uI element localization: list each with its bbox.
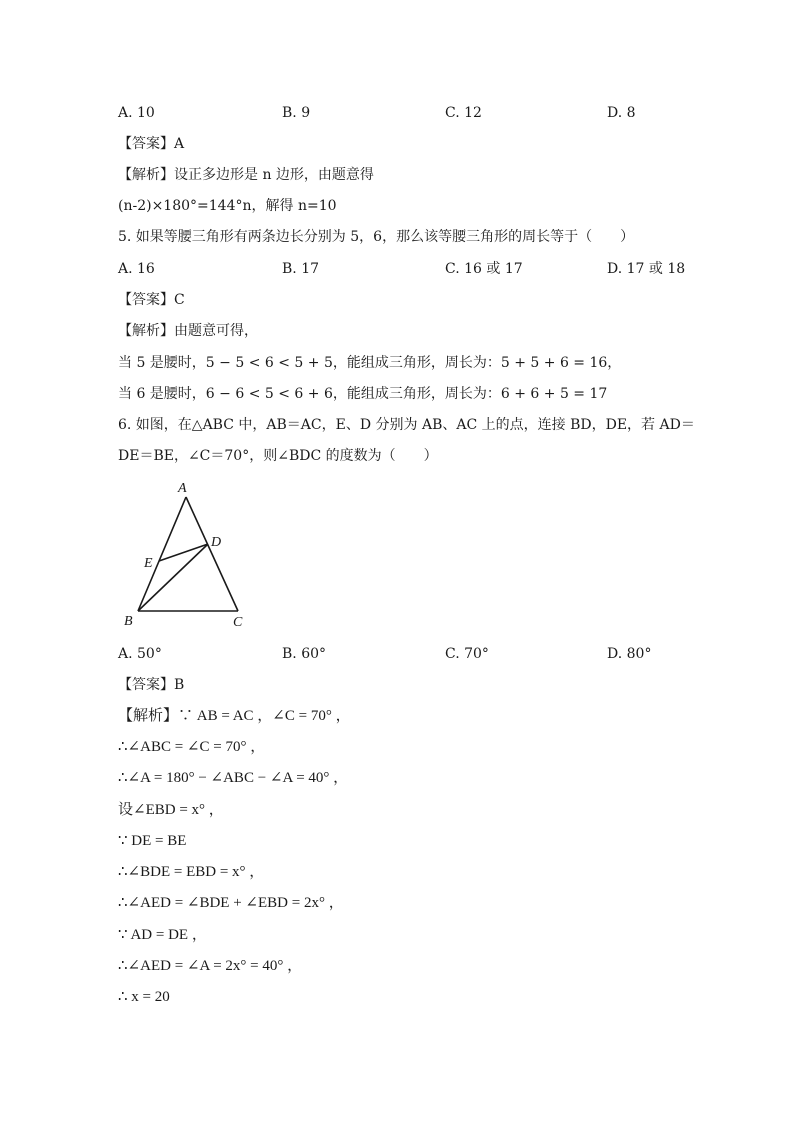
q6-option-a: A. 50° bbox=[118, 646, 162, 662]
q6-analysis-line-9: ∴∠AED = ∠A = 2x° = 40° ， bbox=[118, 958, 303, 974]
q4-analysis-line-2: (n-2)×180°=144°n，解得 n=10 bbox=[118, 198, 337, 214]
vertex-label-c: C bbox=[233, 615, 243, 630]
q6-analysis-line-7: ∴∠AED = ∠BDE + ∠EBD = 2x° ， bbox=[118, 895, 344, 911]
q6-question-line-2: DE＝BE，∠C＝70°，则∠BDC 的度数为（ ） bbox=[118, 448, 438, 464]
q4-analysis-line-1: 【解析】设正多边形是 n 边形，由题意得 bbox=[118, 167, 374, 183]
q5-option-d: D. 17 或 18 bbox=[607, 261, 686, 277]
q4-option-a: A. 10 bbox=[118, 105, 155, 121]
q5-option-a: A. 16 bbox=[118, 261, 155, 277]
q6-analysis-line-2: ∴∠ABC = ∠C = 70° ， bbox=[118, 739, 266, 755]
triangle-figure bbox=[118, 478, 258, 630]
segment-de bbox=[159, 544, 208, 561]
side-ac bbox=[186, 497, 238, 611]
vertex-label-e: E bbox=[144, 556, 153, 571]
q6-option-d: D. 80° bbox=[607, 646, 652, 662]
q6-analysis-line-1: 【解析】∵ AB = AC ，∠C = 70° ， bbox=[118, 708, 351, 724]
q6-question-line-1: 6. 如图，在△ABC 中，AB＝AC，E、D 分别为 AB、AC 上的点，连接 BD，DE，若 AD＝ bbox=[118, 417, 695, 433]
q4-option-d: D. 8 bbox=[607, 105, 636, 121]
q4-option-c: C. 12 bbox=[445, 105, 482, 121]
q6-analysis-line-6: ∴∠BDE = EBD = x° ， bbox=[118, 864, 265, 880]
q4-option-b: B. 9 bbox=[282, 105, 311, 121]
q5-analysis-line-2: 当 5 是腰时，5 − 5 < 6 < 5 + 5，能组成三角形，周长为：5 + 5 + 6 = 16， bbox=[118, 355, 622, 371]
vertex-label-a: A bbox=[178, 481, 187, 496]
q6-analysis-line-5: ∵ DE = BE bbox=[118, 833, 187, 849]
q6-analysis-line-10: ∴ x = 20 bbox=[118, 989, 170, 1005]
q4-answer: 【答案】A bbox=[118, 136, 185, 152]
q6-analysis-line-8: ∵ AD = DE ， bbox=[118, 927, 207, 943]
q6-answer: 【答案】B bbox=[118, 677, 185, 693]
q5-analysis-line-3: 当 6 是腰时，6 − 6 < 5 < 6 + 6，能组成三角形，周长为：6 + 6 + 5 = 17 bbox=[118, 386, 608, 402]
vertex-label-b: B bbox=[124, 614, 133, 629]
q6-option-b: B. 60° bbox=[282, 646, 327, 662]
q5-analysis-line-1: 【解析】由题意可得， bbox=[118, 323, 258, 339]
q5-answer: 【答案】C bbox=[118, 292, 185, 308]
q6-analysis-line-3: ∴∠A = 180° − ∠ABC − ∠A = 40° ， bbox=[118, 770, 349, 786]
q6-analysis-line-4: 设∠EBD = x° ， bbox=[118, 802, 224, 818]
q5-option-b: B. 17 bbox=[282, 261, 320, 277]
vertex-label-d: D bbox=[211, 535, 222, 550]
q6-option-c: C. 70° bbox=[445, 646, 489, 662]
q5-option-c: C. 16 或 17 bbox=[445, 261, 523, 277]
q5-question: 5. 如果等腰三角形有两条边长分别为 5，6，那么该等腰三角形的周长等于（ ） bbox=[118, 229, 635, 245]
segment-bd bbox=[138, 544, 208, 611]
